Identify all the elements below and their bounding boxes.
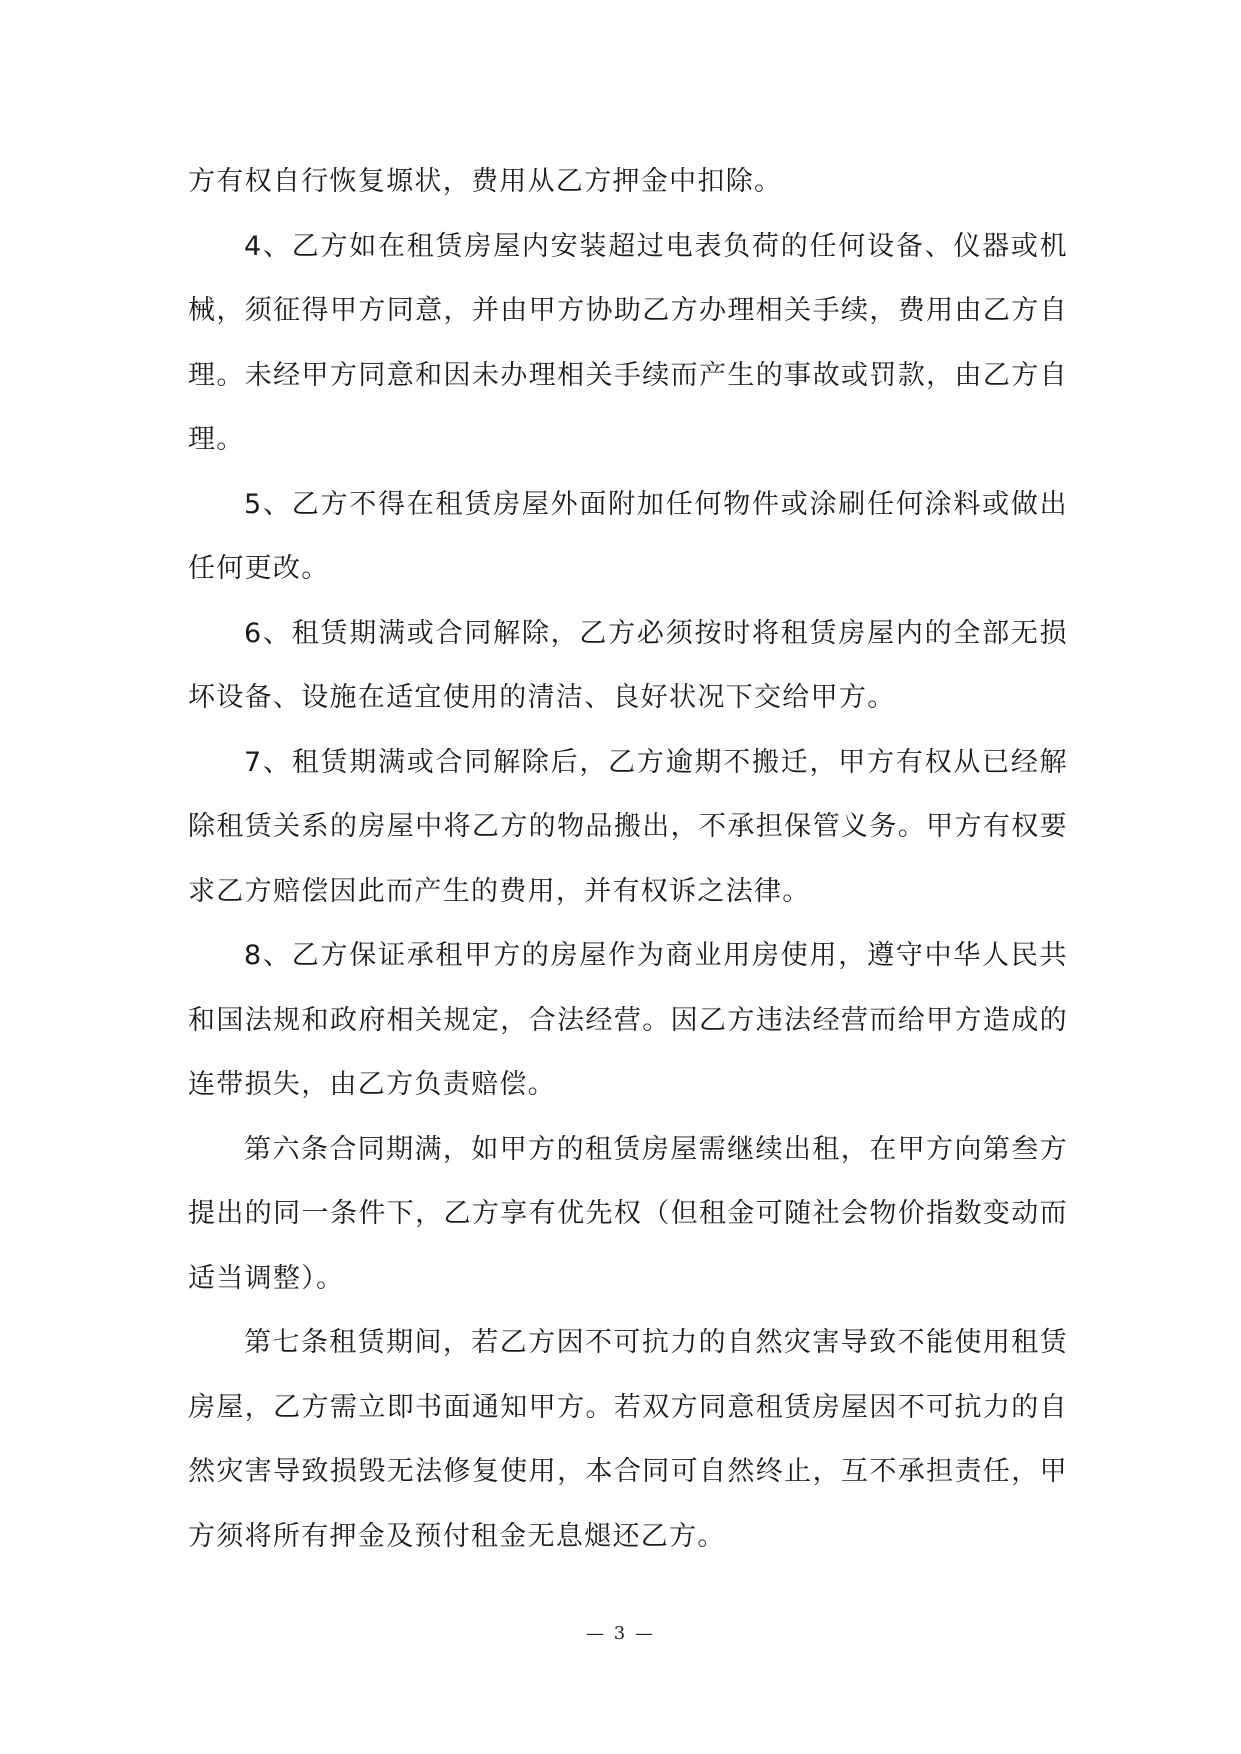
document-body — [188, 150, 1068, 1569]
paragraph-article-6: 第六条合同期满，如甲方的租赁房屋需继续出租，在甲方向第叁方提出的同一条件下，乙方享有优先权（但租金可随社会物价指数变动而适当调整）。 — [188, 1133, 1068, 1294]
page-number: — 3 — — [586, 1623, 655, 1644]
paragraph-clause-7: 7、租赁期满或合同解除后，乙方逾期不搬迁，甲方有权从已经解除租赁关系的房屋中将乙方的物品搬出，不承担保管义务。甲方有权要求乙方赔偿因此而产生的费用，并有权诉之法律。 — [188, 746, 1068, 907]
paragraph-article-7: 第七条租赁期间，若乙方因不可抗力的自然灾害导致不能使用租赁房屋，乙方需立即书面通知甲方。若双方同意租赁房屋因不可抗力的自然灾害导致损毁无法修复使用，本合同可自然终止，互不承担责任，甲方须将所有押金及预付租金无息煺还乙方。 — [188, 1327, 1068, 1552]
paragraph-clause-4: 4、乙方如在租赁房屋内安装超过电表负荷的任何设备、仪器或机械，须征得甲方同意，并由甲方协助乙方办理相关手续，费用由乙方自理。未经甲方同意和因未办理相关手续而产生的事故或罚款，由乙方自理。 — [188, 230, 1068, 455]
paragraph-continuation: 方有权自行恢复塬状，费用从乙方押金中扣除。 — [188, 166, 783, 197]
paragraph-clause-6: 6、租赁期满或合同解除，乙方必须按时将租赁房屋内的全部无损坏设备、设施在适宜使用的清洁、良好状况下交给甲方。 — [188, 617, 1068, 713]
paragraph-clause-8: 8、乙方保证承租甲方的房屋作为商业用房使用，遵守中华人民共和国法规和政府相关规定，合法经营。因乙方违法经营而给甲方造成的连带损失，由乙方负责赔偿。 — [188, 940, 1068, 1100]
paragraph-clause-5: 5、乙方不得在租赁房屋外面附加任何物件或涂刷任何涂料或做出任何更改。 — [188, 488, 1068, 584]
